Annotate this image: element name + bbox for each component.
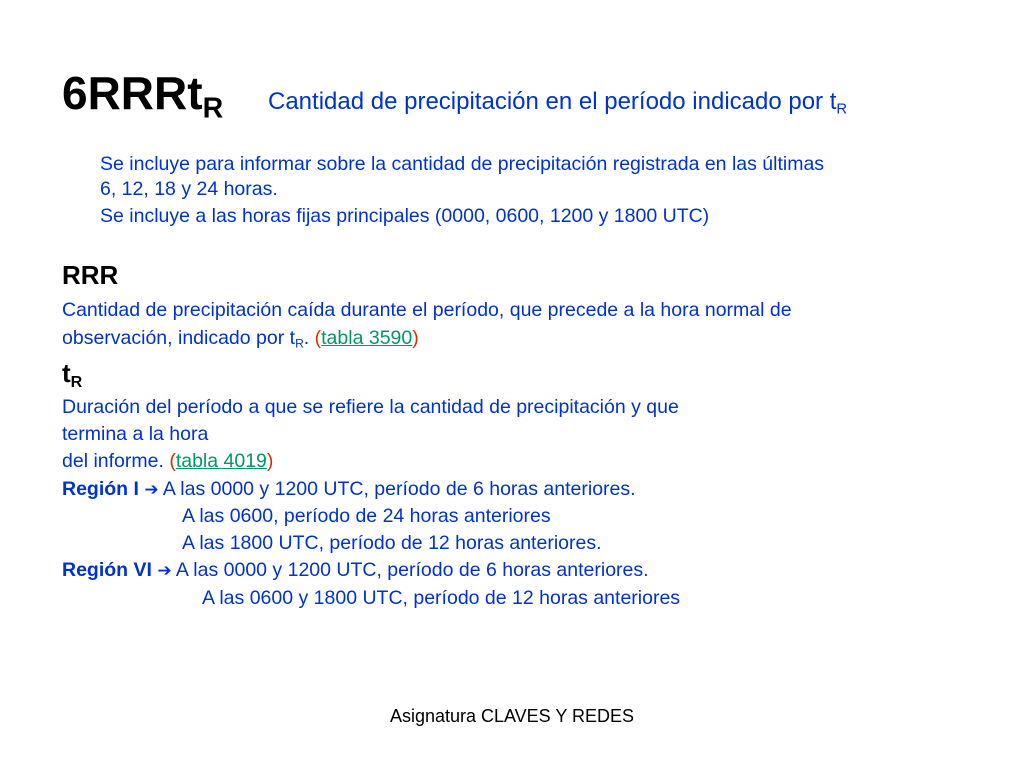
tabla-4019-link[interactable]: tabla 4019	[175, 450, 267, 472]
region-1-line-3: A las 1800 UTC, período de 12 horas anteriores.	[182, 532, 602, 554]
region-1-line-2: A las 0600, período de 24 horas anteriores	[182, 505, 551, 527]
page-title: 6RRRt$_R$	[62, 67, 224, 125]
footer-text: Asignatura CLAVES Y REDES	[389, 706, 635, 726]
page-subtitle: Cantidad de precipitación en el período indicado por $t_R$	[268, 88, 848, 118]
region-6-line-2: A las 0600 y 1800 UTC, período de 12 horas anteriores	[202, 587, 681, 609]
intro-line-1: Se incluye para informar sobre la cantidad de precipitación registrada en las últimas	[100, 153, 825, 175]
region-6-line-1: Región VI ➔ A las 0000 y 1200 UTC, período de 6 horas anteriores.	[62, 559, 649, 581]
tr-line-2: termina a la hora	[62, 423, 209, 445]
rrr-line-2: observación, indicado por $t_R$. (tabla 3590)	[62, 327, 419, 351]
intro-line-3: Se incluye a las horas fijas principales (0000, 0600, 1200 y 1800 UTC)	[100, 205, 710, 227]
arrow-right-icon: ➔	[157, 561, 172, 581]
tr-line-3: del informe. (tabla 4019)	[62, 450, 274, 472]
arrow-right-icon: ➔	[144, 480, 159, 500]
intro-line-2: 6, 12, 18 y 24 horas.	[100, 178, 278, 200]
rrr-line-1: Cantidad de precipitación caída durante el período, que precede a la hora normal de	[62, 299, 792, 321]
region-1-label: Región I	[62, 478, 139, 500]
region-6-label: Región VI	[62, 559, 152, 581]
tabla-3590-link[interactable]: tabla 3590	[321, 327, 413, 349]
tr-line-1: Duración del período a que se refiere la cantidad de precipitación y que	[62, 396, 679, 418]
region-1-line-1: Región I ➔ A las 0000 y 1200 UTC, período de 6 horas anteriores.	[62, 478, 636, 500]
rrr-heading: RRR	[62, 260, 119, 290]
tr-heading: $t_R$	[62, 358, 83, 391]
